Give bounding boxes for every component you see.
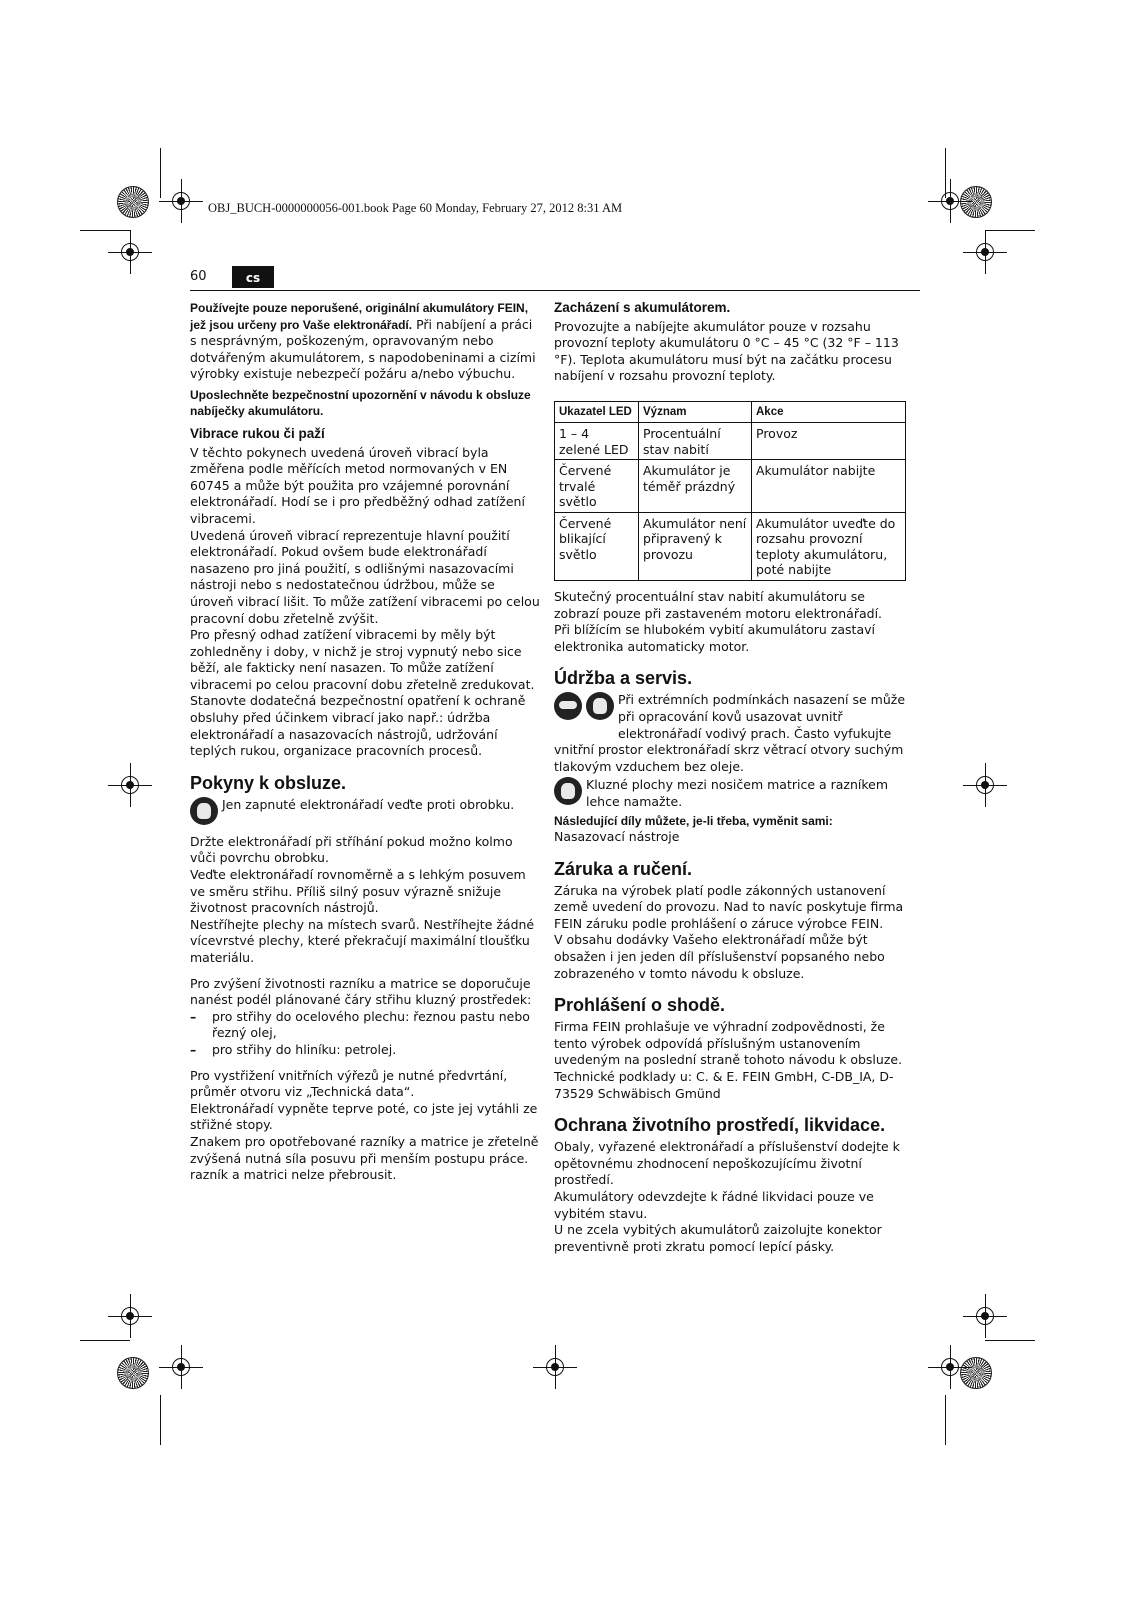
book-slug: OBJ_BUCH-0000000056-001.book Page 60 Monday, February 27, 2012 8:31 AM xyxy=(208,201,623,215)
table-header: Ukazatel LED xyxy=(555,401,639,423)
table-row xyxy=(555,460,906,513)
battery-p3: Při blížícím se hlubokém vybití akumulátoru zastaví elektronika automaticky motor. xyxy=(554,622,875,654)
replaceable-parts-heading: Následující díly můžete, je-li třeba, vyměnit sami: xyxy=(554,813,833,828)
battery-p1: Provozujte a nabíjejte akumulátor pouze v rozsahu provozní teploty akumulátoru 0 °C – 45 °C (32 °F – 113 °F). Teplota akumulátoru musí být na začátku procesu nabíjení v rozsahu provozní teploty. xyxy=(554,318,899,384)
table-cell: Procentuální stav nabití xyxy=(639,423,752,460)
environment-heading: Ochrana životního prostředí, likvidace. xyxy=(554,1115,886,1136)
vibration-p1: V těchto pokynech uvedená úroveň vibrací byla změřena podle měřících metod normovaných v EN 60745 a může být použita pro vzájemné porovnání elektronářadí. Hodí se i pro předběžný odhad zatížení vibracemi. xyxy=(190,444,525,526)
table-cell: Akumulátor nabijte xyxy=(752,460,906,513)
trim-line xyxy=(160,148,161,198)
table-cell: Akumulátor není připravený k provozu xyxy=(639,512,752,580)
vibration-heading: Vibrace rukou či paží xyxy=(190,425,325,441)
registration-star-bottom-right xyxy=(960,1357,992,1389)
dust-mask-icon xyxy=(586,692,614,720)
replaceable-parts-list: Nasazovací nástroje xyxy=(554,829,680,845)
registration-mark xyxy=(130,1316,131,1317)
battery-heading: Zacházení s akumulátorem. xyxy=(554,300,731,315)
led-table xyxy=(554,401,906,581)
registration-mark xyxy=(181,201,182,202)
charger-warning: Uposlechněte bezpečnostní upozornění v návodu k obsluze nabíječky akumulátoru. xyxy=(190,387,531,418)
registration-mark xyxy=(130,785,131,786)
operation-p5: Pro vystřižení vnitřních výřezů je nutné předvrtání, průměr otvoru viz „Technická data“. xyxy=(190,1067,508,1100)
list-item: – pro střihy do ocelového plechu: řeznou pastu nebo řezný olej, xyxy=(190,1008,530,1041)
trim-line xyxy=(945,1395,946,1445)
language-tab: cs xyxy=(232,266,274,288)
registration-mark xyxy=(985,1316,986,1317)
vibration-p4: Stanovte dodatečná bezpečnostní opatření k ochraně obsluhy před účinkem vibrací jako např.: údržba elektronářadí a nasazovacích nástrojů, udržování teplých rukou, organizace pracovních procesů. xyxy=(190,693,526,759)
vibration-p2: Uvedená úroveň vibrací reprezentuje hlavní použití elektronářadí. Pokud ovšem bude elektronářadí nasazeno pro jiná použití, s odlišnými nasazovacími nástroji nebo s nedostatečnou údržbou, může se úroveň vibrací lišit. To může zatížení vibracemi po celou pracovní dobu zřetelně zvýšit. xyxy=(190,527,540,626)
hand-tool-icon xyxy=(190,797,218,825)
table-cell: 1 – 4 zelené LED xyxy=(555,423,639,460)
trim-line xyxy=(80,230,130,231)
trim-line xyxy=(985,1340,1035,1341)
warranty-p2: V obsahu dodávky Vašeho elektronářadí může být obsažen i jen jeden díl příslušenství popsaného nebo zobrazeného v tomto návodu k obsluze. xyxy=(554,932,885,981)
registration-star-top-right xyxy=(960,186,992,218)
battery-p2: Skutečný procentuální stav nabití akumulátoru se zobrazí pouze při zastaveném motoru elektronářadí. xyxy=(554,588,883,621)
page-number: 60 xyxy=(190,269,207,284)
registration-mark xyxy=(985,785,986,786)
table-row xyxy=(555,423,906,460)
left-column xyxy=(190,300,542,1184)
registration-star-top-left xyxy=(117,186,149,218)
trim-line xyxy=(985,230,1035,231)
operation-heading: Pokyny k obsluze. xyxy=(190,772,347,793)
operation-p7: Znakem pro opotřebované razníky a matrice je zřetelně zvýšená nutná síla posuvu při menším postupu práce. xyxy=(190,1133,539,1166)
trim-line xyxy=(945,148,946,198)
table-header: Význam xyxy=(639,401,752,423)
maintenance-heading: Údržba a servis. xyxy=(554,668,693,689)
lubrication-icon xyxy=(554,777,582,805)
table-cell: Provoz xyxy=(752,423,906,460)
operation-p4: Pro zvýšení životnosti razníku a matrice se doporučuje nanést podél plánované čáry střihu kluzný prostředek: xyxy=(190,975,532,1008)
maintenance-continued: vnitřní prostor elektronářadí skrz větrací otvory suchým tlakovým vzduchem bez oleje. xyxy=(554,742,904,774)
table-cell: Akumulátor je téměř prázdný xyxy=(639,460,752,513)
vibration-p3: Pro přesný odhad zatížení vibracemi by měly být zohledněny i doby, v nichž je stroj vypnutý nebo sice běží, ale fakticky není nasazen. To může zatížení vibracemi po celou pracovní dobu zřetelně zredukovat. xyxy=(190,627,535,692)
operation-p1: Držte elektronářadí při stříhání pokud možno kolmo vůči povrchu obrobku. xyxy=(190,833,513,866)
table-row xyxy=(555,512,906,580)
registration-mark xyxy=(950,1367,951,1368)
operation-note xyxy=(190,797,542,825)
operation-p3: Nestříhejte plechy na místech svarů. Nestříhejte žádné vícevrstvé plechy, které překračují maximální tloušťku materiálu. xyxy=(190,916,535,965)
operation-icon-text: Jen zapnuté elektronářadí veďte proti obrobku. xyxy=(222,796,515,812)
operation-p2: Veďte elektronářadí rovnoměrně a s lehkým posuvem ve směru střihu. Příliš silný posuv výrazně snižuje životnost pracovních nástrojů. xyxy=(190,867,526,916)
registration-mark xyxy=(130,252,131,253)
registration-mark xyxy=(985,252,986,253)
environment-p3: U ne zcela vybitých akumulátorů zaizolujte konektor preventivně proti zkratu pomocí lepící pásky. xyxy=(554,1222,882,1254)
lubrication-text: Kluzné plochy mezi nosičem matrice a razníkem lehce namažte. xyxy=(586,777,889,809)
registration-mark xyxy=(950,201,951,202)
environment-p1: Obaly, vyřazené elektronářadí a příslušenství dodejte k opětovnému zhodnocení nepoškozujícímu životní prostředí. xyxy=(554,1139,900,1188)
table-cell: Akumulátor uveďte do rozsahu provozní teploty akumulátoru, poté nabijte xyxy=(752,512,906,580)
maintenance-icon-text: Při extrémních podmínkách nasazení se může při opracování kovů usazovat uvnitř elektronářadí vodivý prach. Často vyfukujte xyxy=(618,692,906,741)
warranty-p1: Záruka na výrobek platí podle zákonných ustanovení země uvedení do provozu. Nad to navíc poskytuje firma FEIN záruku podle prohlášení o záruce výrobce FEIN. xyxy=(554,882,904,931)
conformity-heading: Prohlášení o shodě. xyxy=(554,995,726,1016)
safety-glasses-icon xyxy=(554,692,582,720)
trim-line xyxy=(160,1395,161,1445)
table-cell: Červené trvalé světlo xyxy=(555,460,639,513)
header-rule xyxy=(190,290,920,291)
environment-p2: Akumulátory odevzdejte k řádné likvidaci pouze ve vybitém stavu. xyxy=(554,1189,874,1221)
conformity-p1: Firma FEIN prohlašuje ve výhradní zodpovědnosti, že tento výrobek odpovídá příslušným ustanovením uvedeným na poslední straně tohoto návodu k obsluze. xyxy=(554,1019,903,1068)
registration-mark xyxy=(555,1367,556,1368)
table-header-row xyxy=(555,401,906,423)
conformity-p2: Technické podklady u: C. & E. FEIN GmbH, C-DB_IA, D-73529 Schwäbisch Gmünd xyxy=(554,1069,894,1101)
right-column xyxy=(554,300,906,1255)
lubrication-note xyxy=(554,777,906,810)
maintenance-note xyxy=(554,692,906,742)
table-cell: Červené blikající světlo xyxy=(555,512,639,580)
genuine-batteries-paragraph: Používejte pouze neporušené, originální akumulátory FEIN, jež jsou určeny pro Vaše elektronářadí. Při nabíjení a práci s nesprávným, poškozeným, opravovaným nebo dotvářeným akumulátorem, s napodobeninami a cizími výrobky existuje nebezpečí požáru a/nebo výbuchu. xyxy=(190,301,536,382)
operation-p6: Elektronářadí vypněte teprve poté, co jste jej vytáhli ze střižné stopy. xyxy=(190,1100,538,1133)
trim-line xyxy=(80,1340,130,1341)
registration-mark xyxy=(181,1367,182,1368)
table-header: Akce xyxy=(752,401,906,423)
list-item: – pro střihy do hliníku: petrolej. xyxy=(190,1041,397,1057)
warranty-heading: Záruka a ručení. xyxy=(554,858,693,879)
operation-p8: razník a matrici nelze přebrousit. xyxy=(190,1167,397,1183)
registration-star-bottom-left xyxy=(117,1357,149,1389)
